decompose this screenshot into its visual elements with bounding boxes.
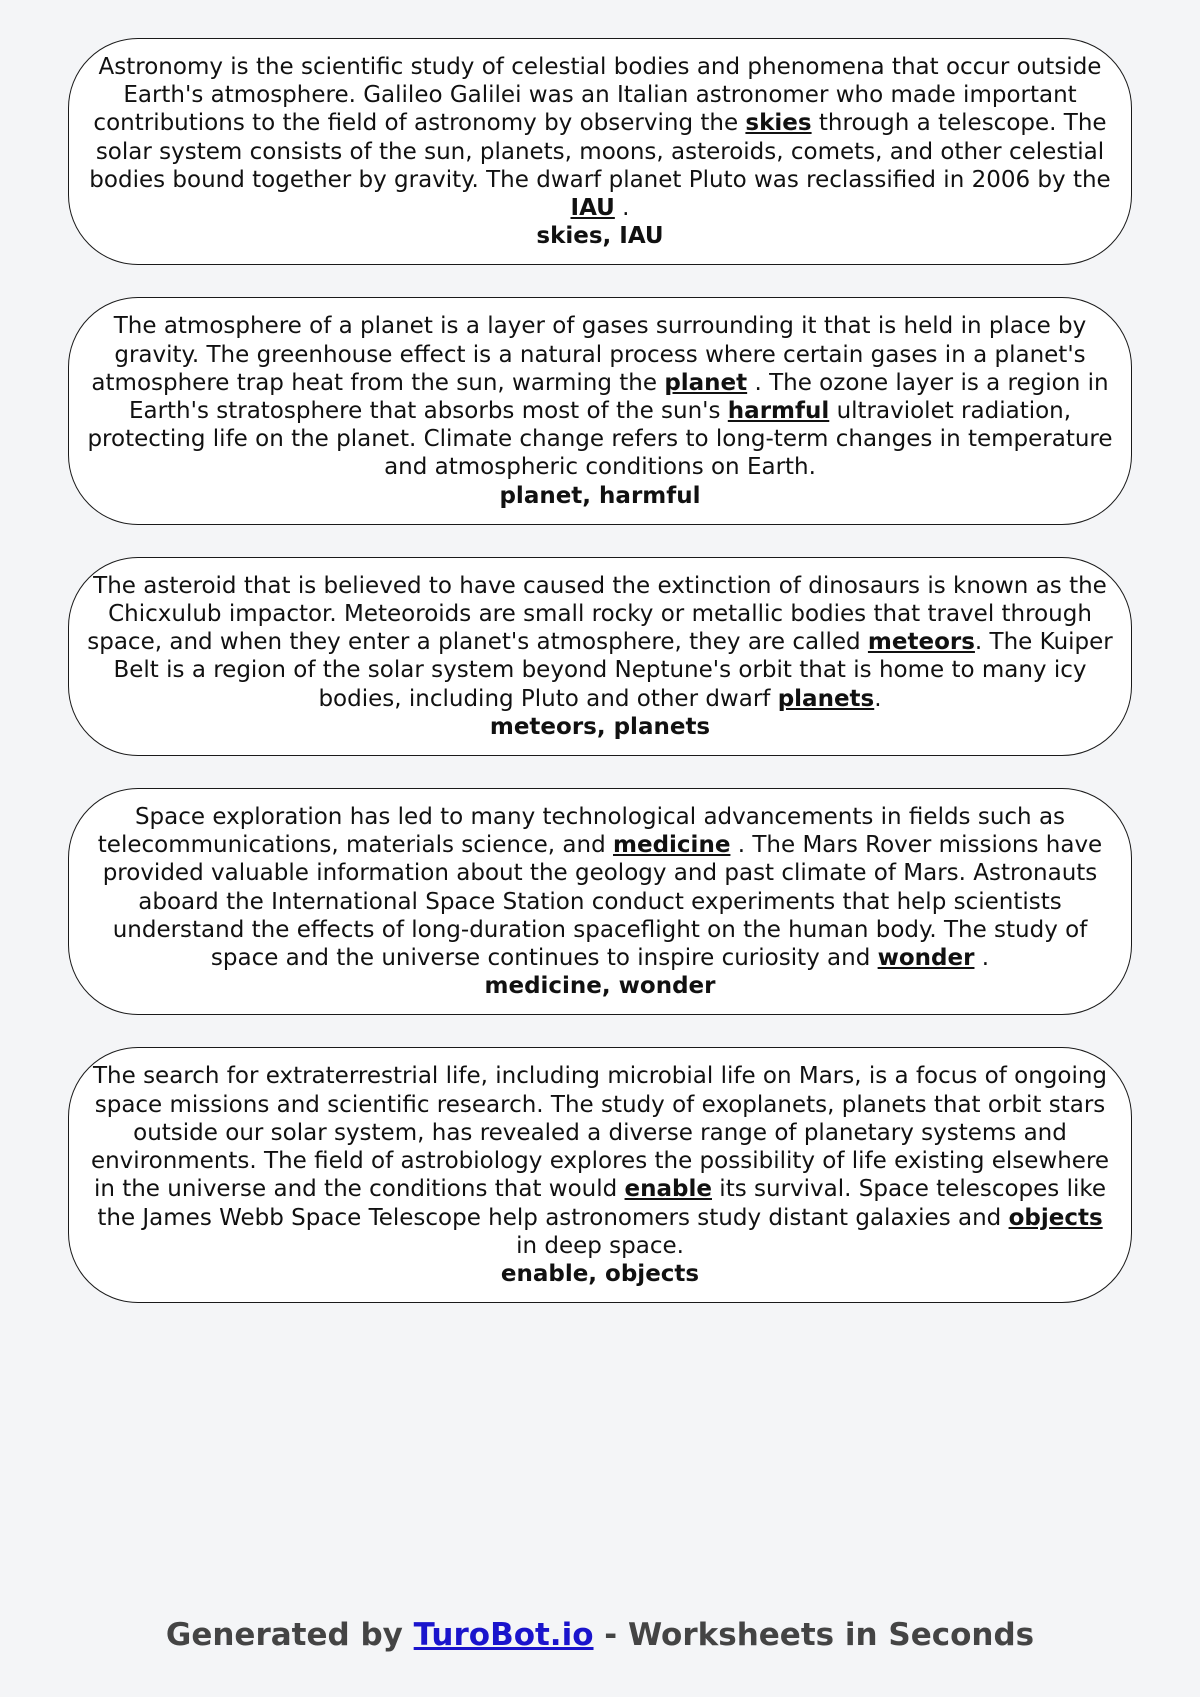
passage-segment: . The Kuiper Belt is a region of the solar system beyond Neptune's orbit that is home to many icy bodies, including Pluto and other dwarf: [113, 629, 1113, 712]
answer-word: enable: [624, 1176, 712, 1203]
passage-card: [68, 38, 1132, 265]
passage-segment: The atmosphere of a planet is a layer of gases surrounding it that is held in place by gravity. The greenhouse effect is a natural process where certain gases in a planet's atmosphere trap heat from the sun, warming the: [91, 313, 1087, 396]
answer-key: skies, IAU: [536, 223, 664, 250]
passage-text: [87, 803, 1113, 972]
answer-word: medicine: [613, 832, 731, 859]
answer-word: meteors: [867, 629, 975, 656]
passage-segment: .: [614, 195, 630, 222]
answer-key: meteors, planets: [489, 713, 711, 740]
answer-word: IAU: [570, 195, 615, 222]
answer-key: medicine, wonder: [484, 973, 716, 1000]
passage-segment: . The ozone layer is a region in Earth's stratosphere that absorbs most of the sun's: [128, 369, 1109, 425]
passage-segment: Space exploration has led to many technological advancements in fields such as telecommunications, materials science, and: [97, 804, 1066, 859]
answer-word: wonder: [877, 945, 975, 972]
footer-suffix: - Worksheets in Seconds: [593, 1617, 1035, 1653]
passage-text: [87, 1062, 1113, 1259]
passage-card: [68, 788, 1132, 1015]
passage-card: [68, 1047, 1132, 1303]
turobot-link[interactable]: TuroBot.io: [413, 1617, 594, 1653]
passage-card: [68, 297, 1132, 524]
passage-list: [68, 38, 1132, 1335]
passage-segment: ultraviolet radiation, protecting life on the planet. Climate change refers to long-term changes in temperature and atmospheric conditions on Earth.: [87, 398, 1113, 481]
answer-word: planets: [777, 685, 875, 712]
footer: [0, 1617, 1200, 1653]
answer-word: objects: [1008, 1204, 1103, 1231]
answer-key: enable, objects: [500, 1260, 700, 1287]
passage-segment: through a telescope. The solar system consists of the sun, planets, moons, asteroids, comets, and other celestial bodies bound together by gravity. The dwarf planet Pluto was reclassified in 2006 by the: [89, 110, 1111, 193]
answer-word: planet: [664, 369, 748, 396]
passage-segment: Astronomy is the scientific study of celestial bodies and phenomena that occur outside Earth's atmosphere. Galileo Galilei was an Italian astronomer who made important contributions to the field of astronomy by observing the: [93, 54, 1102, 137]
passage-card: [68, 557, 1132, 756]
passage-segment: The search for extraterrestrial life, including microbial life on Mars, is a focus of ongoing space missions and scientific research. The study of exoplanets, planets that orbit stars outside our solar system, has revealed a diverse range of planetary systems and environments. The field of astrobiology explores the possibility of life existing elsewhere in the universe and the conditions that would: [90, 1063, 1110, 1203]
passage-segment: .: [974, 945, 990, 972]
passage-segment: . The Mars Rover missions have provided valuable information about the geology and past climate of Mars. Astronauts aboard the International Space Station conduct experiments that help scientists understand the effects of long-duration spaceflight on the human body. The study of space and the universe continues to inspire curiosity and: [102, 832, 1103, 972]
answer-key: planet, harmful: [499, 482, 701, 509]
answer-word: skies: [745, 110, 812, 137]
passage-text: [87, 53, 1113, 222]
footer-prefix: Generated by: [165, 1617, 414, 1653]
passage-segment: The asteroid that is believed to have caused the extinction of dinosaurs is known as the Chicxulub impactor. Meteoroids are small rocky or metallic bodies that travel through space, and when they enter a planet's atmosphere, they are called: [87, 572, 1107, 656]
passage-text: [87, 312, 1113, 481]
passage-segment: .: [874, 685, 882, 712]
passage-text: [87, 572, 1113, 713]
passage-segment: in deep space.: [516, 1232, 684, 1259]
passage-segment: its survival. Space telescopes like the James Webb Space Telescope help astronomers study distant galaxies and: [97, 1176, 1107, 1231]
answer-word: harmful: [727, 398, 830, 425]
